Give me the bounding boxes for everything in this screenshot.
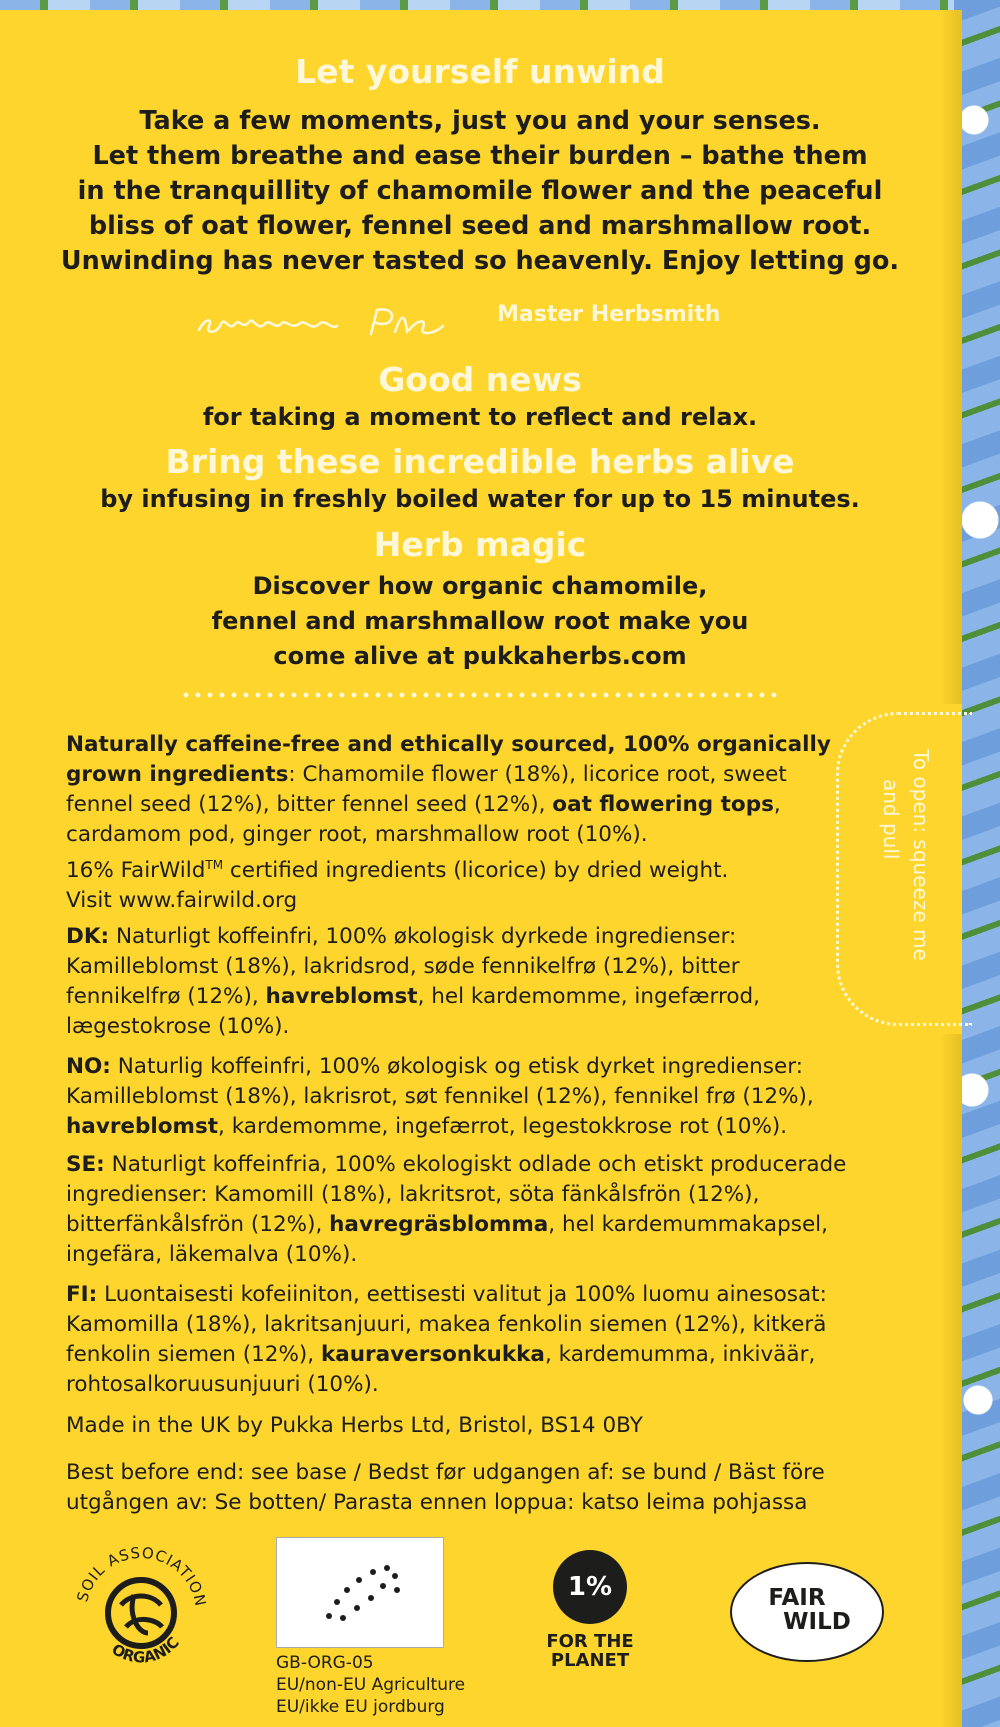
best-before-text <box>66 1458 866 1518</box>
lang-code: DK: <box>66 924 110 949</box>
signature-row <box>195 300 755 340</box>
ingredients-dk-text: fennikelfrø (12%), <box>66 984 266 1009</box>
fairwild-line2: WILD <box>783 1609 851 1635</box>
intro-paragraph <box>40 104 920 279</box>
ingredients-en-text: : Chamomile flower (18%), licorice root, sweet <box>288 762 787 787</box>
ingredients-dk-line: Kamilleblomst (18%), lakridsrod, søde fennikelfrø (12%), bitter <box>66 954 740 979</box>
soil-association-logo <box>66 1535 216 1685</box>
one-percent-planet-logo <box>540 1550 640 1670</box>
ingredients-no-line: Kamilleblomst (18%), lakrisrot, søt fennikel (12%), fennikel frø (12%), <box>66 1084 814 1109</box>
ingredients-fi-bold: kauraversonkukka <box>320 1342 545 1367</box>
one-percent-badge: 1% <box>553 1550 627 1624</box>
ingredients-fi-line: Kamomilla (18%), lakritsanjuuri, makea fenkolin siemen (12%), kitkerä <box>66 1312 827 1337</box>
eu-leaf-icon <box>277 1538 443 1647</box>
ingredients-no-bold: havreblomst <box>66 1114 219 1139</box>
ingredients-dk-bold: havreblomst <box>265 984 418 1009</box>
signature-title: Master Herbsmith <box>497 302 721 327</box>
ingredients-se-line: ingredienser: Kamomill (18%), lakritsrot, söta fänkålsfrön (12%), <box>66 1182 760 1207</box>
ingredients-en-line: Naturally caffeine-free and ethically sourced, 100% organically <box>66 732 831 757</box>
ingredients-dk <box>66 922 866 1042</box>
lang-code: NO: <box>66 1054 111 1079</box>
lang-code: FI: <box>66 1282 98 1307</box>
soil-association-text: SOIL ASSOCIATION <box>73 1543 210 1609</box>
trademark-mark: TM <box>205 858 224 872</box>
fairwild-text: certified ingredients (licorice) by dried weight. <box>223 858 729 884</box>
signature-handwritten <box>195 304 495 340</box>
open-tab-line: To open: squeeze me <box>909 749 933 961</box>
fairwild-logo <box>730 1562 884 1662</box>
fairwild-line1: FAIR <box>768 1585 826 1611</box>
ingredients-se-text: bitterfänkålsfrön (12%), <box>66 1212 330 1237</box>
intro-line: in the tranquillity of chamomile flower and the peaceful <box>77 176 883 206</box>
made-in-line: Made in the UK by Pukka Herbs Ltd, Bristol, BS14 0BY <box>66 1413 643 1438</box>
open-tab-line: and pull <box>879 779 903 860</box>
ingredients-fi-text: Luontaisesti kofeiiniton, eettisesti valitut ja 100% luomu ainesosat: <box>97 1282 827 1307</box>
ingredients-fi-line: rohtosalkoruusunjuuri (10%). <box>66 1372 379 1397</box>
ingredients-en-text: , <box>773 792 781 817</box>
ingredients-no <box>66 1052 866 1142</box>
herb-magic-line: Discover how organic chamomile, <box>252 572 708 600</box>
ingredients-dk-line: lægestokrose (10%). <box>66 1014 290 1039</box>
intro-heading: Let yourself unwind <box>295 52 665 91</box>
ingredients-se-text: , hel kardemummakapsel, <box>548 1212 828 1237</box>
ingredients-no-text: Naturlig koffeinfri, 100% økologisk og etisk dyrket ingredienser: <box>110 1054 803 1079</box>
ingredients-en-bold: oat flowering tops <box>552 792 774 817</box>
intro-line: bliss of oat flower, fennel seed and marshmallow root. <box>88 211 872 241</box>
herb-magic-heading: Herb magic <box>373 525 587 564</box>
ingredients-en-line: cardamom pod, ginger root, marshmallow root (10%). <box>66 822 648 847</box>
herb-magic-line: come alive at pukkaherbs.com <box>273 642 687 670</box>
organic-text: ORGANIC <box>108 1633 183 1667</box>
eu-organic-logo <box>276 1537 444 1648</box>
bring-alive-text: by infusing in freshly boiled water for up to 15 minutes. <box>100 485 860 513</box>
ingredients-dk-text: Naturligt koffeinfri, 100% økologisk dyrkede ingredienser: <box>109 924 737 949</box>
made-in-text <box>66 1411 866 1441</box>
bring-alive-heading: Bring these incredible herbs alive <box>165 442 795 481</box>
ingredients-fi <box>66 1280 866 1400</box>
eu-caption-line: EU/non-EU Agriculture <box>276 1675 466 1695</box>
ingredients-fi-text: , kardemumma, inkiväär, <box>544 1342 816 1367</box>
ingredients-en-bold: grown ingredients <box>66 762 289 787</box>
eu-caption-line: EU/ikke EU jordburg <box>276 1697 445 1717</box>
ingredients-se-text: Naturligt koffeinfria, 100% ekologiskt odlade och etiskt producerade <box>104 1152 847 1177</box>
for-the-text: FOR THE <box>546 1631 634 1652</box>
fairwild-text: 16% FairWild <box>66 858 206 884</box>
planet-text: PLANET <box>550 1650 630 1671</box>
best-before-line: utgången av: Se botten/ Parasta ennen loppua: katso leima pohjassa <box>66 1490 808 1515</box>
ingredients-se-bold: havregräsblomma <box>329 1212 549 1237</box>
herb-magic-text <box>40 569 920 674</box>
eu-organic-caption <box>276 1652 465 1718</box>
fairwild-link-text: Visit www.fairwild.org <box>66 888 298 914</box>
ingredients-en <box>66 730 866 916</box>
lang-code: SE: <box>66 1152 105 1177</box>
ingredients-se <box>66 1150 866 1270</box>
ingredients-en-text: fennel seed (12%), bitter fennel seed (12%), <box>66 792 553 817</box>
open-tab[interactable] <box>828 704 962 1034</box>
herb-magic-line: fennel and marshmallow root make you <box>211 607 749 635</box>
ingredients-fi-text: fenkolin siemen (12%), <box>66 1342 321 1367</box>
good-news-heading: Good news <box>378 360 582 399</box>
best-before-line: Best before end: see base / Bedst før udgangen af: se bund / Bäst före <box>66 1460 825 1485</box>
intro-line: Take a few moments, just you and your senses. <box>139 106 821 136</box>
ingredients-no-text: , kardemomme, ingefærrot, legestokkrose rot (10%). <box>218 1114 788 1139</box>
ingredients-dk-text: , hel kardemomme, ingefærrod, <box>417 984 760 1009</box>
intro-line: Unwinding has never tasted so heavenly. Enjoy letting go. <box>60 246 900 276</box>
good-news-text: for taking a moment to reflect and relax. <box>202 403 758 431</box>
ingredients-se-line: ingefära, läkemalva (10%). <box>66 1242 358 1267</box>
open-tab-label <box>876 749 936 1009</box>
intro-line: Let them breathe and ease their burden – bathe them <box>92 141 868 171</box>
dotted-divider <box>180 692 780 698</box>
eu-caption-line: GB-ORG-05 <box>276 1653 374 1673</box>
